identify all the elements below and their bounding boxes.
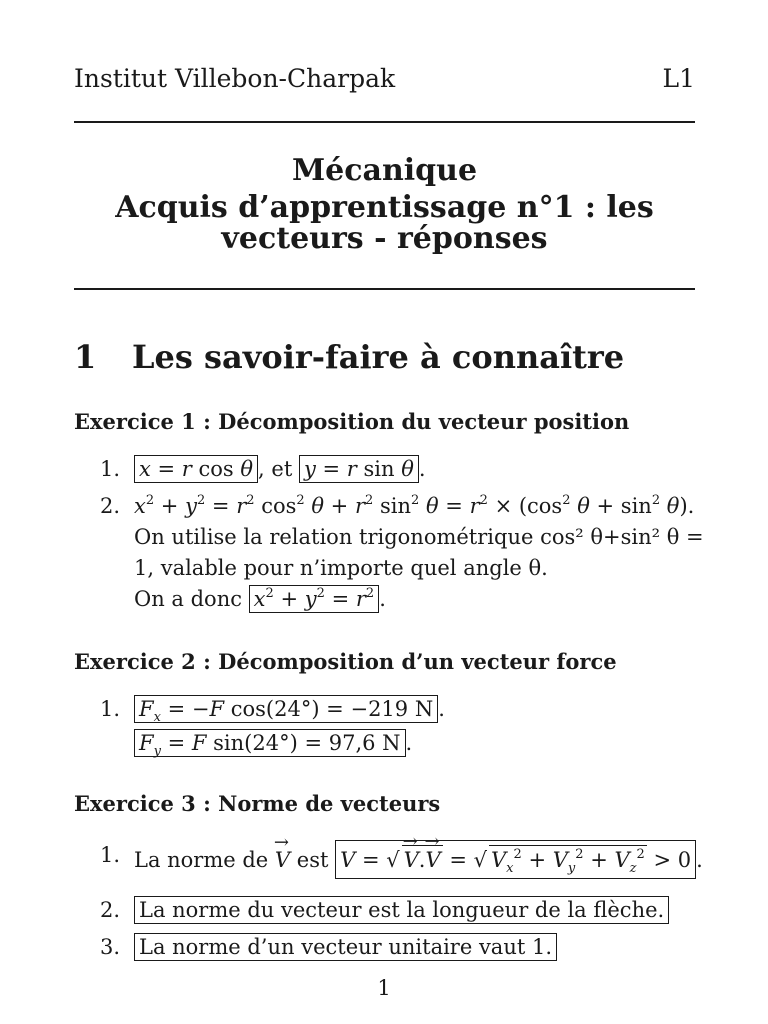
vector-v: → V bbox=[275, 845, 290, 876]
item-text: La norme de bbox=[134, 848, 269, 872]
answer-box-fy: $F_y = F$ sin(24°) = 97,6 N bbox=[134, 729, 406, 757]
exercise-1-title: Exercice 1 : Décomposition du vecteur position bbox=[74, 409, 630, 434]
answer-box-y: y = r sin θ bbox=[299, 455, 419, 483]
title-line-1: Mécanique bbox=[291, 153, 478, 188]
item-number: 1. bbox=[100, 843, 121, 867]
fx-value: −219 N bbox=[350, 697, 434, 721]
item-number: 1. bbox=[100, 457, 121, 481]
item-connector: , et bbox=[258, 457, 293, 481]
answer-box-norm: V = √→ V.→ V = √ $V_x^2 + V_y^2 + V_z^2 > 0$ bbox=[335, 840, 696, 879]
item-number: 2. bbox=[100, 898, 121, 922]
explanation-line-2: 1, valable pour n’importe quel angle θ. bbox=[134, 556, 548, 580]
header-institution: Institut Villebon-Charpak bbox=[74, 64, 396, 93]
header-level: L1 bbox=[662, 64, 695, 93]
section-title: Les savoir-faire à connaître bbox=[132, 338, 625, 376]
answer-box-unit: La norme d’un vecteur unitaire vaut 1. bbox=[134, 933, 557, 961]
answer-box-pythagore: $x^2 + y^2 = r^2$ bbox=[249, 585, 380, 613]
document-title bbox=[74, 152, 695, 257]
page-number: 1 bbox=[377, 976, 391, 1000]
item-number: 3. bbox=[100, 935, 121, 959]
header-rule bbox=[74, 121, 695, 123]
item-number: 2. bbox=[100, 494, 121, 518]
section-heading bbox=[74, 338, 624, 376]
explanation-line-1: On utilise la relation trigonométrique cos² θ+sin² θ = bbox=[134, 525, 704, 549]
section-number: 1 bbox=[74, 338, 97, 376]
exercise-2-title: Exercice 2 : Décomposition d’un vecteur force bbox=[74, 649, 617, 674]
title-line-2: Acquis d’apprentissage n°1 : les bbox=[115, 190, 654, 225]
answer-box-x: x = r cos θ bbox=[134, 455, 258, 483]
item-connector: est bbox=[296, 848, 329, 872]
item-number: 1. bbox=[100, 697, 121, 721]
equation-line: $x^2 + y^2 = r^2$ $\cos^2 \theta + r^2$ $\sin^2 \theta = r^2 \times (\cos^2$ $\theta + \sin^2 \theta$). bbox=[134, 493, 695, 518]
title-rule bbox=[74, 288, 695, 290]
title-line-3: vecteurs - réponses bbox=[221, 221, 548, 256]
conclusion-text: On a donc bbox=[134, 587, 242, 611]
answer-box-fx: $F_x = -F$ cos(24°) = −219 N bbox=[134, 695, 438, 723]
fy-value: 97,6 N bbox=[328, 731, 401, 755]
exercise-3-title: Exercice 3 : Norme de vecteurs bbox=[74, 791, 441, 816]
answer-box-length: La norme du vecteur est la longueur de la flèche. bbox=[134, 896, 669, 924]
